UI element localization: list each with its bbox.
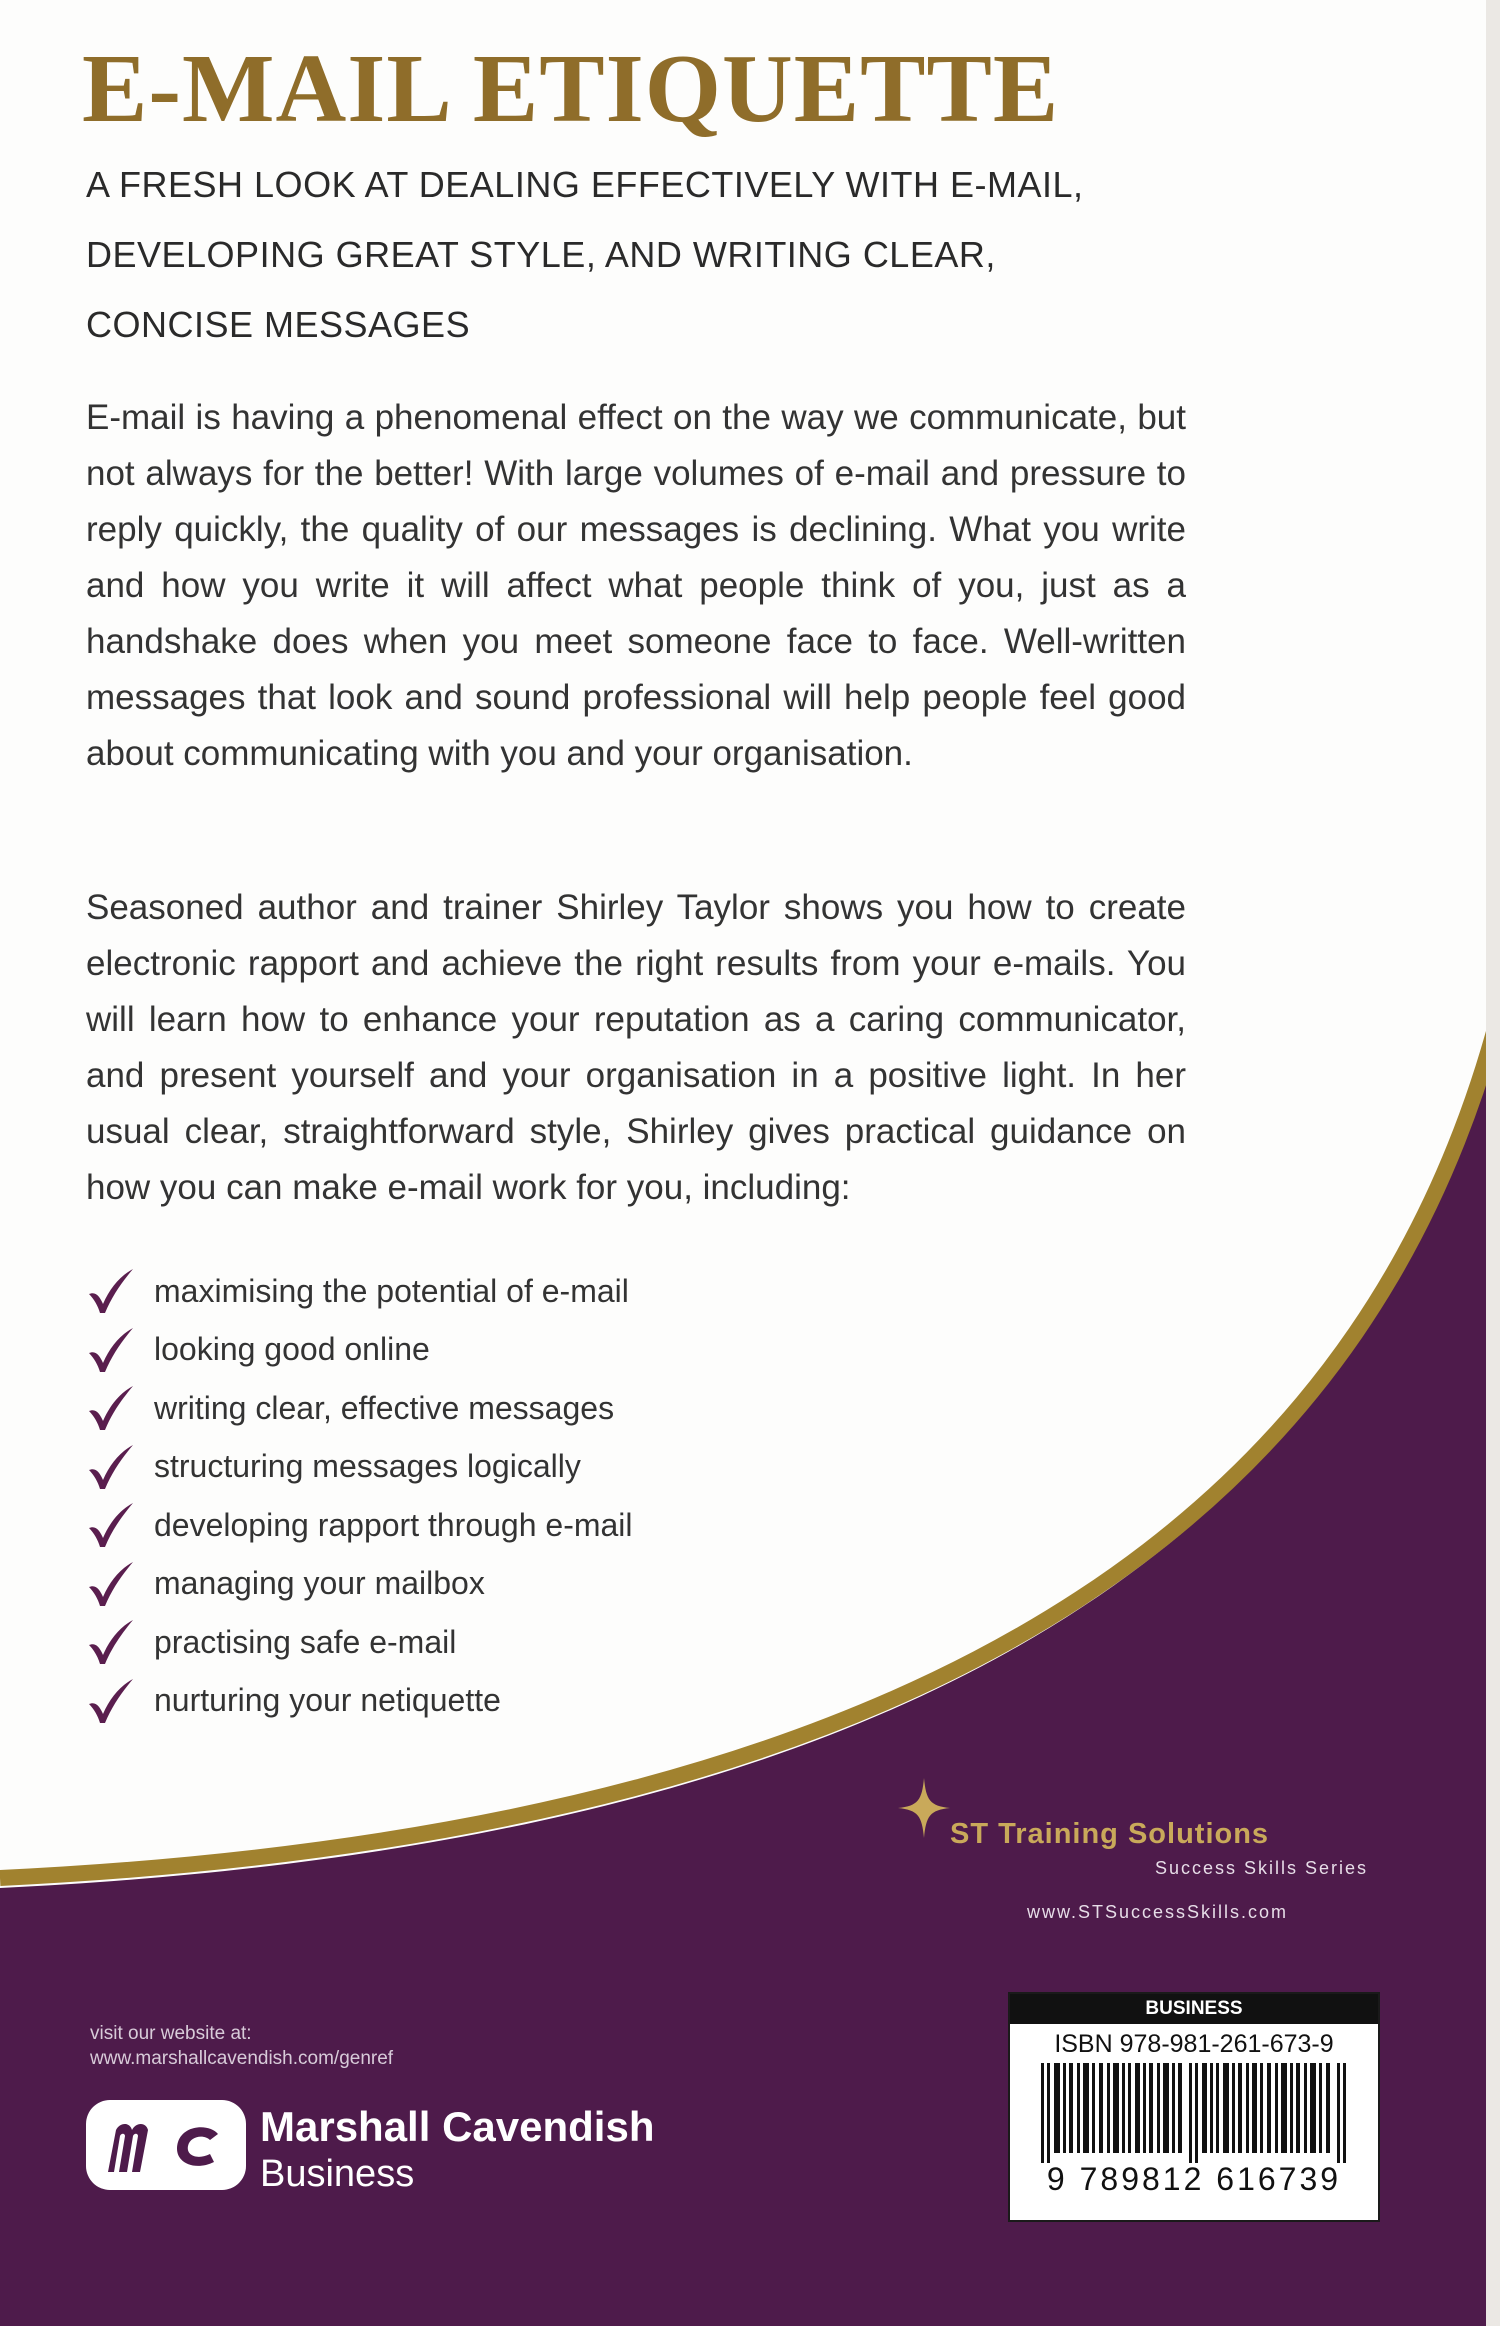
checkmark-icon	[86, 1502, 136, 1548]
st-training-url[interactable]: www.STSuccessSkills.com	[1026, 1902, 1288, 1922]
spine-edge	[1486, 0, 1500, 2326]
marshall-cavendish-logo	[86, 2100, 246, 2190]
publisher-division: Business	[260, 2153, 415, 2195]
barcode-category: BUSINESS	[1010, 1994, 1378, 2024]
star-icon	[898, 1778, 950, 1838]
st-training-name: ST Training Solutions	[950, 1818, 1270, 1850]
subtitle-line: CONCISE MESSAGES	[86, 304, 471, 346]
list-item	[86, 1321, 633, 1380]
checkmark-icon	[86, 1385, 136, 1431]
list-item	[86, 1613, 633, 1672]
website-url[interactable]: www.marshallcavendish.com/genref	[90, 2047, 394, 2069]
list-item-label: nurturing your netiquette	[154, 1682, 501, 1719]
subtitle-line: DEVELOPING GREAT STYLE, AND WRITING CLEAR,	[86, 234, 996, 276]
publisher-website	[90, 2022, 393, 2071]
checkmark-icon	[86, 1327, 136, 1373]
list-item-label: practising safe e-mail	[154, 1623, 457, 1660]
checkmark-icon	[86, 1619, 136, 1665]
list-item	[86, 1672, 633, 1731]
list-item-label: writing clear, effective messages	[154, 1389, 615, 1426]
topics-checklist	[86, 1262, 633, 1730]
list-item	[86, 1438, 633, 1497]
list-item	[86, 1555, 633, 1614]
barcode-bars	[1039, 2063, 1349, 2163]
isbn-barcode	[1008, 1992, 1380, 2222]
website-label: visit our website at:	[90, 2023, 252, 2044]
checkmark-icon	[86, 1268, 136, 1314]
checkmark-icon	[86, 1561, 136, 1607]
list-item-label: looking good online	[154, 1331, 430, 1368]
st-training-series: Success Skills Series	[1154, 1858, 1368, 1878]
list-item-label: structuring messages logically	[154, 1448, 581, 1485]
list-item	[86, 1262, 633, 1321]
blurb-paragraph-2: Seasoned author and trainer Shirley Taylor shows you how to create electronic rapport and achieve the right results from your e-mails. You will learn how to enhance your reputation as a caring communicator, and present yourself and your organisation in a positive light. In her usual clear, straightforward style, Shirley gives practical guidance on how you can make e-mail work for you, including:	[86, 888, 1186, 1207]
list-item-label: managing your mailbox	[154, 1565, 485, 1602]
list-item-label: developing rapport through e-mail	[154, 1506, 633, 1543]
isbn-number: ISBN 978-981-261-673-9	[1054, 2030, 1334, 2058]
list-item-label: maximising the potential of e-mail	[154, 1272, 629, 1309]
publisher-name: Marshall Cavendish	[260, 2103, 655, 2150]
barcode-digits: 9 789812 616739	[1046, 2161, 1342, 2197]
subtitle-line: A FRESH LOOK AT DEALING EFFECTIVELY WITH E-MAIL,	[86, 164, 1084, 205]
checkmark-icon	[86, 1444, 136, 1490]
book-title: E-MAIL ETIQUETTE	[82, 35, 1060, 143]
blurb-paragraph-1: E-mail is having a phenomenal effect on the way we communicate, but not always for the better! With large volumes of e-mail and pressure to reply quickly, the quality of our messages is declining. What you write and how you write it will affect what people think of you, just as a handshake does when you meet someone face to face. Well-written messages that look and sound professional will help people feel good about communicating with you and your organisation.	[86, 398, 1186, 773]
checkmark-icon	[86, 1678, 136, 1724]
book-subtitle	[86, 150, 1186, 361]
list-item	[86, 1496, 633, 1555]
list-item	[86, 1379, 633, 1438]
